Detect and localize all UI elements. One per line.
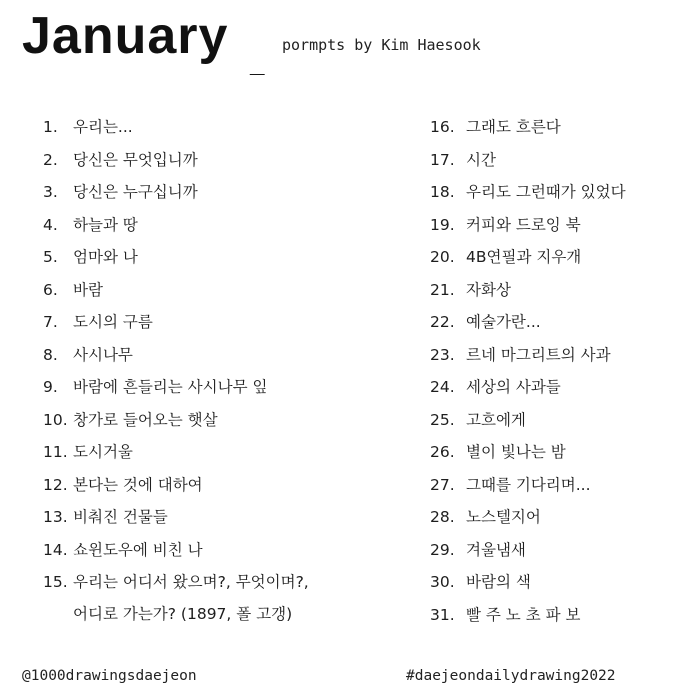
prompt-text: 노스텔지어 [466, 508, 541, 526]
prompt-number: 24. [430, 378, 455, 396]
prompt-number: 1. [43, 118, 58, 136]
prompt-number: 21. [430, 280, 455, 299]
prompt-text: 쇼윈도우에 비친 나 [73, 540, 203, 559]
prompt-text: 사시나무 [73, 345, 133, 364]
prompt-number: 5. [43, 248, 58, 266]
prompt-text: 바람 [73, 280, 103, 299]
list-item [430, 149, 690, 182]
list-item [430, 409, 690, 442]
prompt-number: 19. [430, 215, 455, 234]
page-subtitle: pormpts by Kim Haesook [282, 36, 481, 54]
prompt-number: 9. [43, 378, 58, 396]
prompt-text: 엄마와 나 [73, 248, 138, 266]
page-title: January [22, 7, 229, 65]
list-item [43, 246, 403, 279]
prompt-number: 13. [43, 508, 68, 526]
prompt-text: 창가로 들어오는 햇살 [73, 410, 218, 429]
list-item [43, 376, 403, 409]
prompt-text: 도시의 구름 [73, 313, 153, 331]
list-item [43, 116, 403, 149]
prompt-number: 26. [430, 443, 455, 461]
prompt-text: 바람의 색 [466, 573, 531, 591]
list-item [43, 344, 403, 377]
prompt-text: 비춰진 건물들 [73, 508, 168, 526]
prompt-text-continued: 어디로 가는가? (1897, 폴 고갱) [73, 605, 293, 623]
prompt-text: 르네 마그리트의 사과 [466, 345, 611, 364]
prompt-number: 3. [43, 183, 58, 201]
list-item [430, 604, 690, 637]
hashtag: #daejeondailydrawing2022 [406, 668, 616, 684]
list-item [43, 571, 403, 625]
prompt-number: 7. [43, 313, 58, 331]
title-dash: _ [250, 48, 265, 78]
prompt-number: 4. [43, 215, 58, 234]
prompt-number: 11. [43, 443, 68, 461]
list-item [430, 279, 690, 312]
prompt-text: 세상의 사과들 [466, 378, 561, 396]
list-item [43, 409, 403, 442]
list-item [430, 246, 690, 279]
prompt-text: 우리도 그런때가 있었다 [466, 183, 626, 201]
prompt-text: 본다는 것에 대하여 [73, 475, 203, 494]
prompt-text: 시간 [466, 150, 496, 169]
list-item [430, 474, 690, 507]
prompt-text: 별이 빛나는 밤 [466, 443, 566, 461]
list-item [43, 539, 403, 572]
list-item [430, 506, 690, 539]
prompt-number: 28. [430, 508, 455, 526]
list-item [43, 506, 403, 539]
prompt-list-right [430, 116, 690, 636]
prompt-number: 17. [430, 150, 455, 169]
prompt-text: 그때를 기다리며... [466, 475, 591, 494]
prompt-number: 2. [43, 150, 58, 169]
prompt-number: 18. [430, 183, 455, 201]
list-item [43, 214, 403, 247]
list-item [43, 149, 403, 182]
list-item [43, 181, 403, 214]
prompt-number: 22. [430, 313, 455, 331]
prompt-text: 당신은 누구십니까 [73, 183, 198, 201]
prompt-number: 30. [430, 573, 455, 591]
list-item [430, 344, 690, 377]
list-item [430, 214, 690, 247]
list-item [43, 474, 403, 507]
prompt-text: 우리는 어디서 왔으며?, 무엇이며?, [73, 573, 309, 591]
prompt-number: 27. [430, 475, 455, 494]
list-item [430, 441, 690, 474]
prompt-text: 바람에 흔들리는 사시나무 잎 [73, 378, 268, 396]
list-item [43, 311, 403, 344]
prompt-number: 6. [43, 280, 58, 299]
prompt-number: 12. [43, 475, 68, 494]
prompt-number: 29. [430, 540, 455, 559]
prompt-text: 하늘과 땅 [73, 215, 138, 234]
prompt-number: 15. [43, 573, 68, 591]
list-item [430, 181, 690, 214]
prompt-number: 16. [430, 118, 455, 136]
prompt-text: 커피와 드로잉 북 [466, 215, 581, 234]
prompt-text: 겨울냄새 [466, 540, 526, 559]
prompt-list-left [43, 116, 403, 625]
list-item [43, 279, 403, 312]
list-item [430, 571, 690, 604]
list-item [430, 539, 690, 572]
prompt-number: 10. [43, 410, 68, 429]
list-item [430, 311, 690, 344]
prompt-text: 우리는... [73, 118, 133, 136]
prompt-text: 빨 주 노 초 파 보 [466, 605, 581, 624]
prompt-text: 그래도 흐른다 [466, 118, 561, 136]
instagram-handle: @1000drawingsdaejeon [22, 668, 197, 684]
list-item [43, 441, 403, 474]
prompt-text: 자화상 [466, 280, 511, 299]
prompt-text: 도시거울 [73, 443, 133, 461]
list-item [430, 376, 690, 409]
prompt-text: 당신은 무엇입니까 [73, 150, 198, 169]
list-item [430, 116, 690, 149]
prompt-text: 예술가란... [466, 313, 541, 331]
prompt-number: 20. [430, 248, 455, 266]
prompt-number: 8. [43, 345, 58, 364]
prompt-number: 25. [430, 410, 455, 429]
prompt-text: 고흐에게 [466, 410, 526, 429]
prompt-number: 23. [430, 345, 455, 364]
prompt-number: 31. [430, 605, 455, 624]
prompt-text: 4B연필과 지우개 [466, 248, 582, 266]
prompt-number: 14. [43, 540, 68, 559]
